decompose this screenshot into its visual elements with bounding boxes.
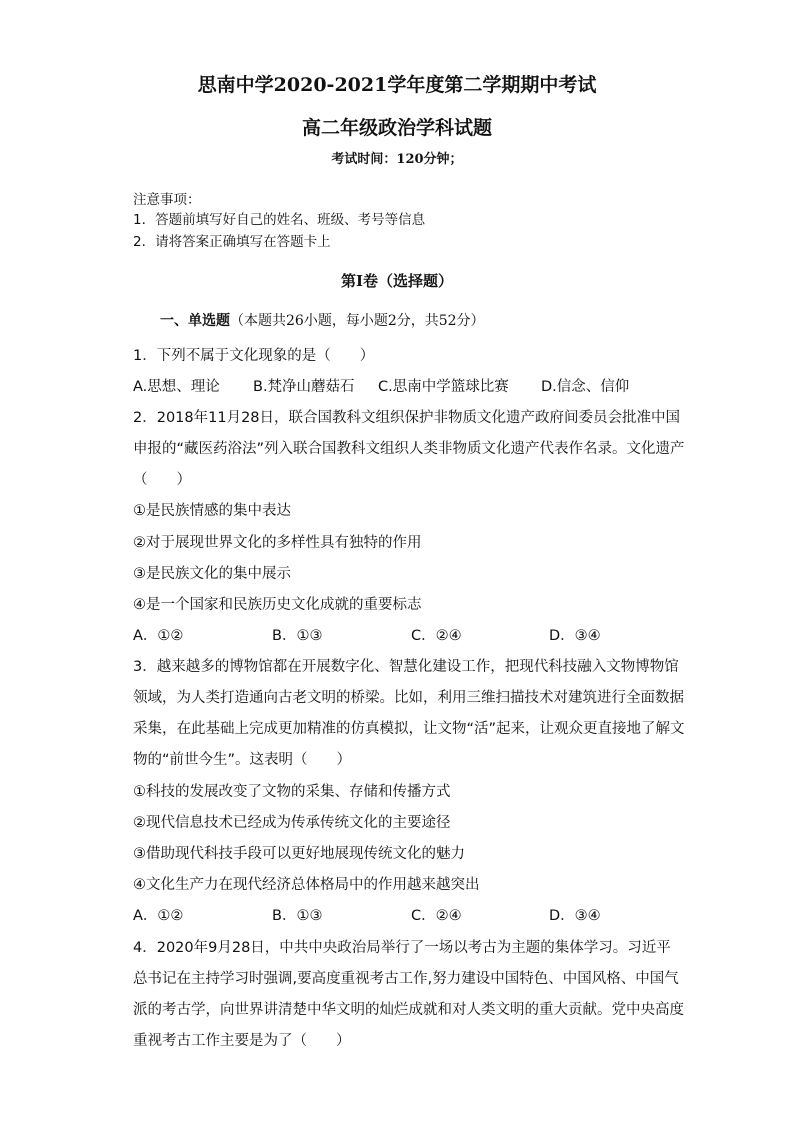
option-a: A.思想、理论 [133, 379, 220, 395]
question-stem: 采集，在此基础上完成更加精准的仿真模拟，让文物“活”起来，让观众更直接地了解文 [133, 721, 685, 737]
question-stem: 领域，为人类打造通向古老文明的桥梁。比如，利用三维扫描技术对建筑进行全面数据 [133, 690, 684, 706]
option-a: A．①② [133, 628, 184, 644]
exam-subtitle: 高二年级政治学科试题 [301, 117, 492, 139]
question-stem: 3．越来越多的博物馆都在开展数字化、智慧化建设工作，把现代科技融入文物博物馆 [133, 659, 679, 675]
question-stem: 重视考古工作主要是为了（ ） [133, 1033, 351, 1049]
option-b: B.梵净山蘑菇石 [253, 379, 355, 395]
part-heading [160, 310, 485, 330]
question-stem: 总书记在主持学习时强调,要高度重视考古工作,努力建设中国特色、中国风格、中国气 [133, 971, 679, 987]
question-stem: 2．2018年11月28日，联合国教科文组织保护非物质文化遗产政府间委员会批准中国 [133, 410, 681, 426]
statement: ②对于展现世界文化的多样性具有独特的作用 [133, 535, 422, 551]
option-c: C．②④ [411, 908, 462, 924]
notice-item: 2．请将答案正确填写在答题卡上 [133, 234, 331, 250]
question-stem: （ ） [133, 472, 191, 488]
option-a: A．①② [133, 908, 184, 924]
part-label: 一、单选题 [160, 313, 230, 329]
question-stem: 1．下列不属于文化现象的是（ ） [133, 348, 375, 364]
exam-title: 思南中学2020-2021学年度第二学期期中考试 [197, 74, 597, 96]
option-d: D．③④ [549, 908, 601, 924]
notice-heading: 注意事项： [133, 192, 201, 208]
section-title: 第I卷（选择题） [340, 272, 454, 290]
option-b: B．①③ [272, 628, 323, 644]
statement: ④是一个国家和民族历史文化成就的重要标志 [133, 597, 422, 613]
statement: ②现代信息技术已经成为传承传统文化的主要途径 [133, 815, 451, 831]
question-stem: 申报的“藏医药浴法”列入联合国教科文组织人类非物质文化遗产代表作名录。文化遗产 [133, 441, 685, 457]
part-description: （本题共26小题，每小题2分，共52分） [230, 313, 485, 329]
exam-time: 考试时间：120分钟； [331, 152, 463, 167]
question-stem: 物的“前世今生”。这表明（ ） [133, 752, 352, 768]
option-d: D.信念、信仰 [541, 379, 630, 395]
question-stem: 4．2020年9月28日，中共中央政治局举行了一场以考古为主题的集体学习。习近平 [133, 940, 671, 956]
statement: ①科技的发展改变了文物的采集、存储和传播方式 [133, 784, 451, 800]
option-d: D．③④ [549, 628, 601, 644]
statement: ①是民族情感的集中表达 [133, 503, 291, 519]
option-c: C.思南中学篮球比赛 [378, 379, 509, 395]
option-b: B．①③ [272, 908, 323, 924]
question-stem: 派的考古学，向世界讲清楚中华文明的灿烂成就和对人类文明的重大贡献。党中央高度 [133, 1002, 684, 1018]
statement: ④文化生产力在现代经济总体格局中的作用越来越突出 [133, 877, 480, 893]
option-c: C．②④ [411, 628, 462, 644]
statement: ③是民族文化的集中展示 [133, 566, 291, 582]
notice-item: 1．答题前填写好自己的姓名、班级、考号等信息 [133, 212, 426, 228]
statement: ③借助现代科技手段可以更好地展现传统文化的魅力 [133, 846, 465, 862]
